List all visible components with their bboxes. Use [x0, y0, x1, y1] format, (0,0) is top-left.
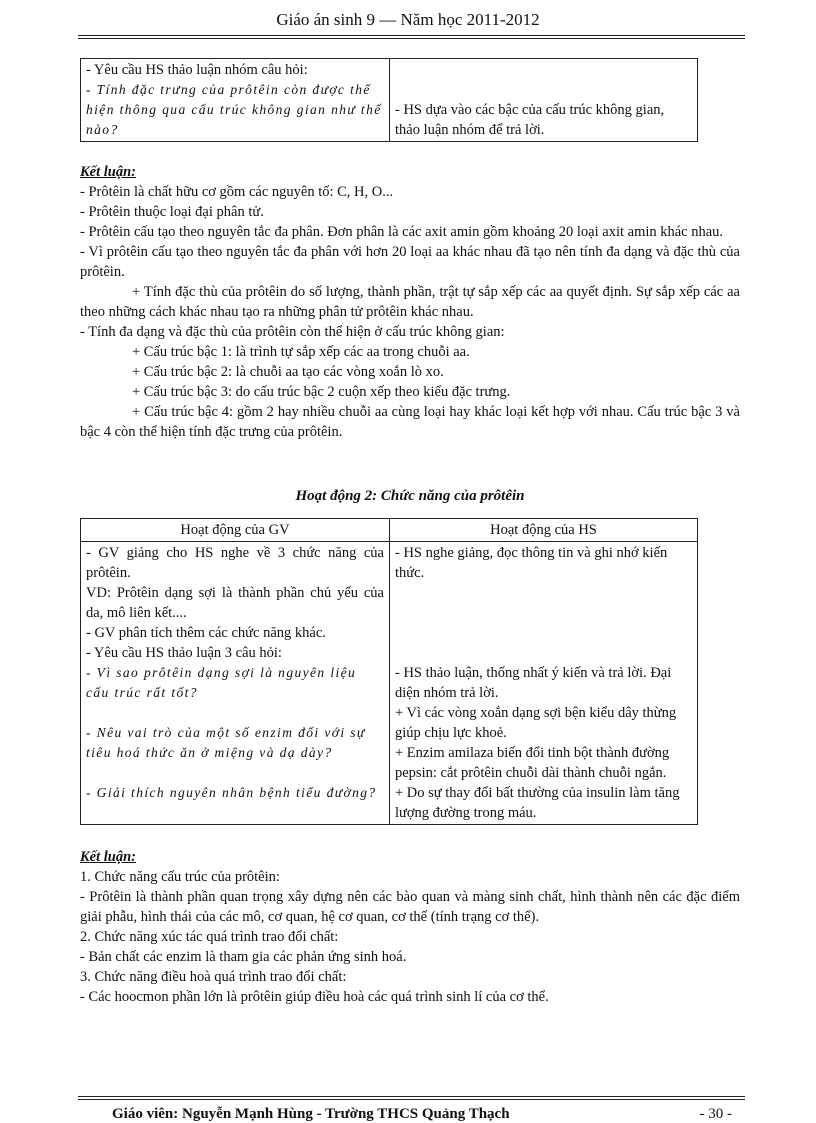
header-rule-double	[78, 38, 745, 39]
conclusion-1-line: + Cấu trúc bậc 1: là trình tự sắp xếp các aa trong chuỗi aa.	[132, 344, 470, 360]
activity2-question: - Vì sao prôtêin dạng sợi là nguyên liệu cấu trúc rất tốt?	[86, 665, 357, 700]
conclusion-1-line: + Cấu trúc bậc 2: là chuỗi aa tạo các vòng xoắn lò xo.	[132, 364, 444, 380]
activity2-table	[80, 518, 698, 825]
activity2-gv-line: - GV phân tích thêm các chức năng khác.	[86, 625, 326, 641]
conclusion-1-line: - Tính đa dạng và đặc thù của prôtêin còn thể hiện ở cấu trúc không gian:	[80, 324, 505, 340]
activity2-hs-line: + Enzim amilaza biến đổi tinh bột thành đường pepsin: cắt prôtêin chuỗi dài thành chuỗi ngắn.	[395, 745, 670, 781]
conclusion-2-heading: Kết luận:	[80, 849, 136, 865]
conclusion-2-line: - Bản chất các enzim là tham gia các phản ứng sinh hoá.	[80, 949, 407, 965]
activity2-hs-line: - HS nghe giảng, đọc thông tin và ghi nhớ kiến thức.	[395, 545, 668, 581]
conclusion-1-line: + Cấu trúc bậc 4: gồm 2 hay nhiều chuỗi aa cùng loại hay khác loại kết hợp với nhau. Cấu trúc bậc 3 và bậc 4 còn thể hiện tính đặc trưng của prôtêin.	[80, 404, 740, 440]
conclusion-1-line: + Tính đặc thù của prôtêin do số lượng, thành phần, trật tự sắp xếp các aa quyết định. Sự sắp xếp các aa theo những cách khác nhau tạo ra những phân tử prôtêin khác nhau.	[80, 284, 740, 320]
conclusion-1-line: + Cấu trúc bậc 3: do cấu trúc bậc 2 cuộn xếp theo kiểu đặc trưng.	[132, 384, 511, 400]
conclusion-1	[80, 162, 740, 442]
activity1-table	[80, 58, 698, 142]
activity1-gv-cell	[81, 59, 390, 142]
page-header	[0, 10, 816, 30]
page-number: - 30 -	[699, 1106, 732, 1122]
conclusion-1-line: - Prôtêin thuộc loại đại phân tử.	[80, 204, 264, 220]
conclusion-2-line: - Prôtêin là thành phần quan trọng xây dựng nên các bào quan và màng sinh chất, hình thành nên các đặc điểm giải phẫu, hình thái của các mô, cơ quan, hệ cơ quan, cơ thể (tính trạng cơ thể).	[80, 889, 740, 925]
header-rule	[78, 35, 745, 36]
activity2-gv-line: - Yêu cầu HS thảo luận 3 câu hỏi:	[86, 645, 282, 661]
activity2-col-hs: Hoạt động của HS	[390, 519, 698, 542]
activity2-hs-cell	[390, 542, 698, 825]
conclusion-1-line: - Prôtêin là chất hữu cơ gồm các nguyên tố: C, H, O...	[80, 184, 394, 200]
activity2-question: - Nêu vai trò của một số enzim đối với sự tiêu hoá thức ăn ở miệng và dạ dày?	[86, 725, 366, 760]
activity2-title: Hoạt động 2: Chức năng của prôtêin	[295, 488, 525, 504]
activity1-gv-line: - Yêu cầu HS thảo luận nhóm câu hỏi:	[86, 62, 308, 78]
activity2-question: - Giải thích nguyên nhân bệnh tiểu đường?	[86, 785, 377, 800]
conclusion-2	[80, 847, 740, 1007]
activity2-col-gv: Hoạt động của GV	[81, 519, 390, 542]
conclusion-1-heading: Kết luận:	[80, 164, 136, 180]
footer-text: Giáo viên: Nguyễn Mạnh Hùng - Trường THCS Quảng Thạch	[112, 1106, 510, 1122]
header-title: Giáo án sinh 9 — Năm học 2011-2012	[276, 10, 540, 29]
activity1-hs-cell	[390, 59, 698, 142]
conclusion-2-line: - Các hoocmon phần lớn là prôtêin giúp điều hoà các quá trình sinh lí của cơ thể.	[80, 989, 549, 1005]
activity2-hs-line: - HS thảo luận, thống nhất ý kiến và trả lời. Đại diện nhóm trả lời.	[395, 665, 672, 701]
activity2-gv-line: VD: Prôtêin dạng sợi là thành phần chủ yếu của da, mô liên kết....	[86, 585, 384, 621]
footer-rule-double	[78, 1099, 745, 1100]
activity2-gv-line: - GV giảng cho HS nghe về 3 chức năng của prôtêin.	[86, 545, 384, 581]
activity2-gv-cell	[81, 542, 390, 825]
activity2-hs-line: + Do sự thay đổi bất thường của insulin làm tăng lượng đường trong máu.	[395, 785, 680, 821]
activity2-hs-line: + Vì các vòng xoắn dạng sợi bện kiểu dây thừng giúp chịu lực khoẻ.	[395, 705, 677, 741]
page-body	[80, 58, 740, 1007]
conclusion-1-line: - Prôtêin cấu tạo theo nguyên tắc đa phân. Đơn phân là các axit amin gồm khoảng 20 loại axit amin khác nhau.	[80, 224, 724, 240]
conclusion-2-line: 2. Chức năng xúc tác quá trình trao đổi chất:	[80, 929, 339, 945]
conclusion-2-line: 3. Chức năng điều hoà quá trình trao đổi chất:	[80, 969, 347, 985]
page-footer	[112, 1106, 732, 1123]
conclusion-1-line: - Vì prôtêin cấu tạo theo nguyên tắc đa phân với hơn 20 loại aa khác nhau đã tạo nên tính đa dạng và đặc thù của prôtêin.	[80, 244, 740, 280]
conclusion-2-line: 1. Chức năng cấu trúc của prôtêin:	[80, 869, 280, 885]
activity1-question: - Tính đặc trưng của prôtêin còn được thể hiện thông qua cấu trúc không gian như thế nào?	[86, 82, 382, 137]
activity1-hs-answer: - HS dựa vào các bậc của cấu trúc không gian, thảo luận nhóm để trả lời.	[395, 102, 665, 138]
footer-rule	[78, 1096, 745, 1097]
